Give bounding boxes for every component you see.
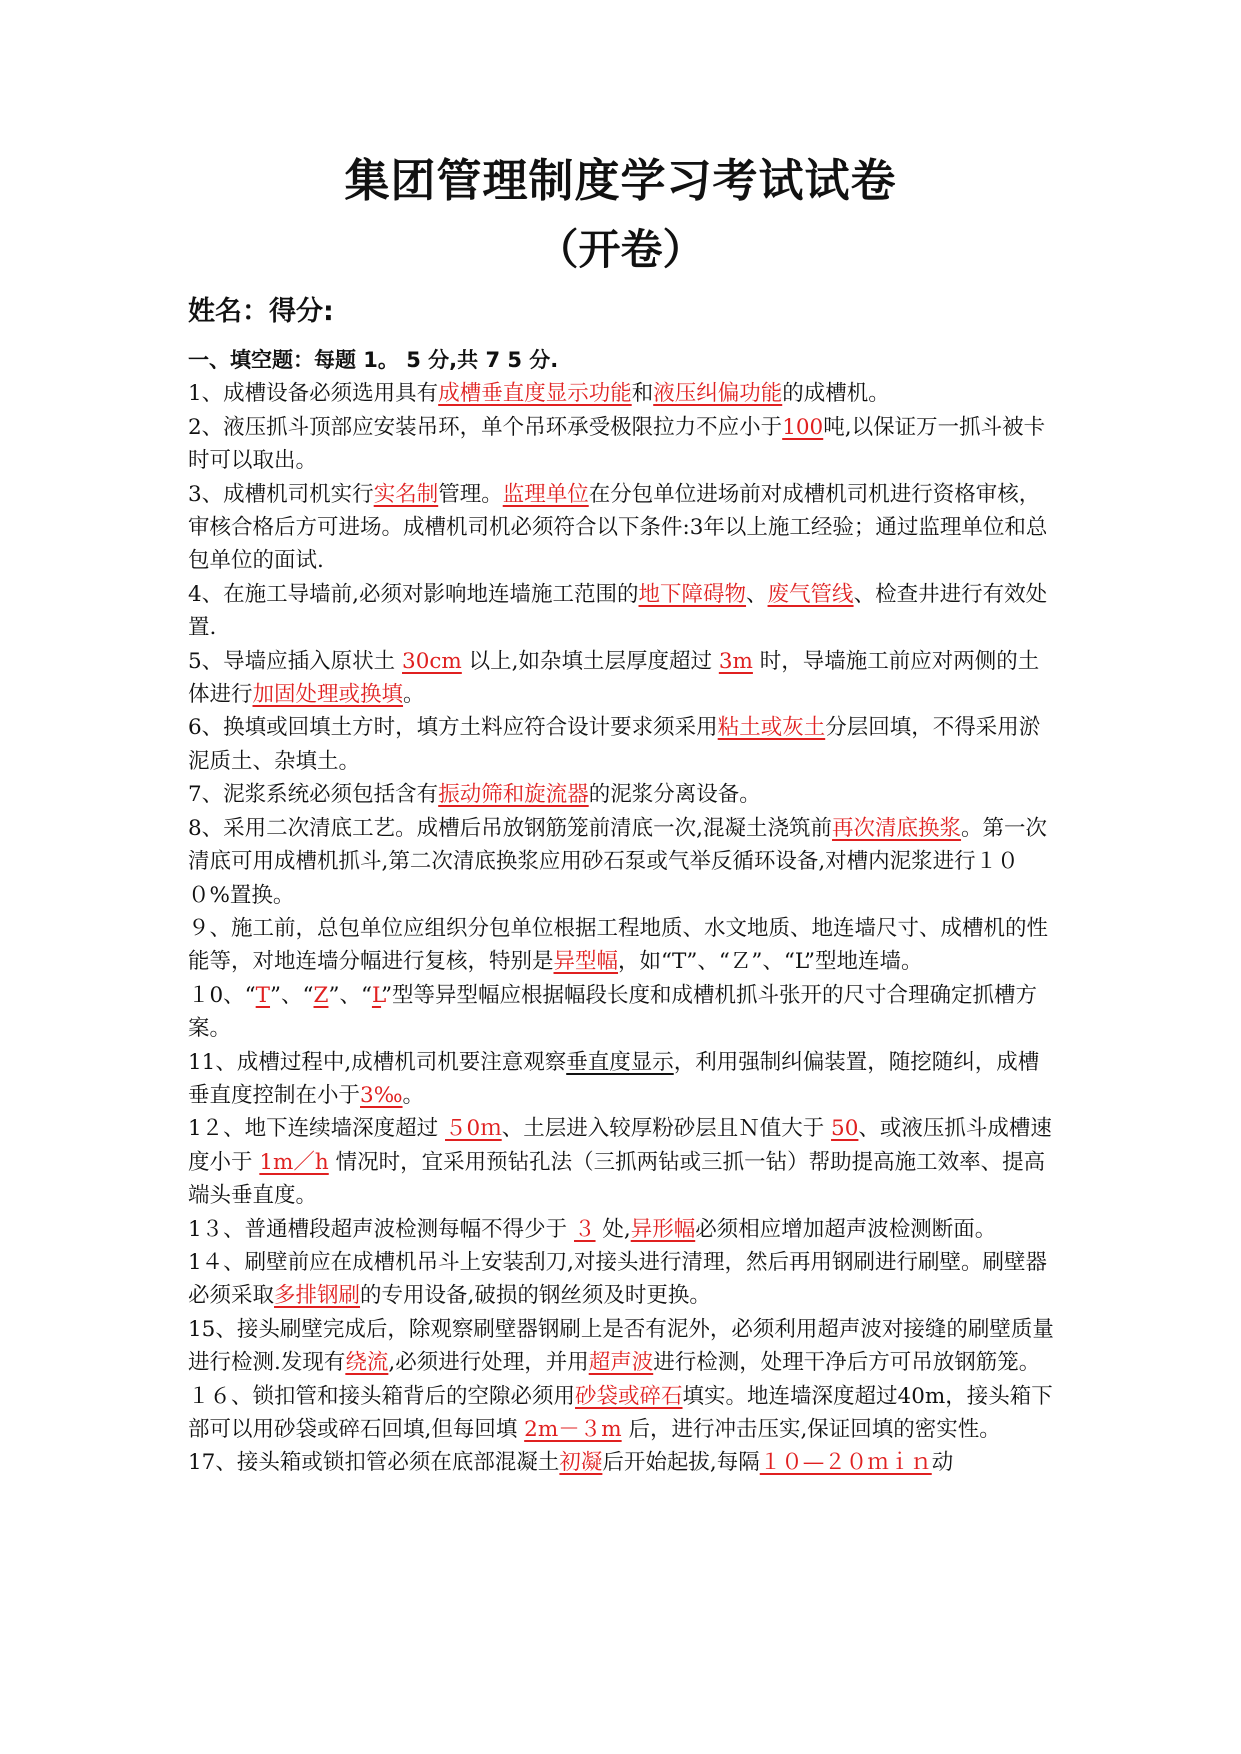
question-text: 1３、普通槽段超声波检测每幅不得少于 <box>188 1216 575 1242</box>
question-item <box>188 645 1060 712</box>
answer-text: 废气管线 <box>767 581 854 607</box>
question-text: 。 <box>402 1082 425 1108</box>
question-text: 的泥浆分离设备。 <box>588 782 761 808</box>
question-text: ，利用强制纠偏装置，随挖随纠，成槽垂直度控制在小于 <box>188 1049 1040 1108</box>
question-text: 1２、地下连续墙深度超过 <box>188 1116 446 1142</box>
question-text: 和 <box>631 381 654 407</box>
question-item <box>188 377 1060 410</box>
question-text: 的成槽机。 <box>782 381 890 407</box>
question-item <box>188 979 1060 1046</box>
question-text: 2、液压抓斗顶部应安装吊环，单个吊环承受极限拉力不应小于 <box>188 414 783 440</box>
question-text: 进行检测，处理干净后方可吊放钢筋笼。 <box>653 1350 1041 1376</box>
answer-text: 再次清底换浆 <box>832 815 962 841</box>
question-text: 时，导墙施工前应对两侧的土体进行 <box>188 648 1040 708</box>
question-item <box>188 1446 1060 1479</box>
answer-text: 30cm <box>402 648 462 674</box>
answer-text: 实名制 <box>373 481 439 507</box>
question-item <box>188 1112 1060 1212</box>
answer-text: 超声波 <box>588 1350 654 1376</box>
question-text: 动 <box>931 1450 954 1476</box>
question-text: 后，进行冲击压实,保证回填的密实性。 <box>621 1417 1001 1442</box>
name-score-line: 姓名：得分: <box>188 296 334 327</box>
answer-text: 监理单位 <box>502 481 589 507</box>
answer-text: 振动筛和旋流器 <box>438 782 589 808</box>
answer-text: 成槽垂直度显示功能 <box>438 381 632 407</box>
answer-text: 初凝 <box>559 1450 603 1476</box>
question-text: 。 <box>403 682 425 708</box>
question-text: １0、“ <box>188 982 256 1008</box>
question-text: 的专用设备,破损的钢丝须及时更换。 <box>360 1283 711 1309</box>
question-text: 后开始起拔,每隔 <box>602 1450 760 1476</box>
underlined-text: 垂直度显示 <box>566 1049 674 1075</box>
question-text: 填实。地连墙深度超过40m，接头箱下部可以用砂袋或碎石回填,但每回填 <box>188 1383 1053 1442</box>
answer-text: T <box>255 982 271 1008</box>
question-text: 。第一次清底可用成槽机抓斗,第二次清底换浆应用砂石泵或气举反循环设备,对槽内泥浆进行１００%置换。 <box>188 815 1048 908</box>
question-text: 处, <box>595 1216 631 1242</box>
answer-text: 液压纠偏功能 <box>653 381 783 407</box>
question-text: 4、在施工导墙前,必须对影响地连墙施工范围的 <box>188 581 639 607</box>
question-item <box>188 812 1060 912</box>
question-text: 6、换填或回填土方时，填方土料应符合设计要求须采用 <box>188 715 718 741</box>
question-text: 、或液压抓斗成槽速度小于 <box>188 1116 1052 1175</box>
question-text: 吨,以保证万一抓斗被卡时可以取出。 <box>188 414 1046 474</box>
answer-text: 1m／h <box>259 1149 329 1175</box>
section-title: 一、填空题：每题 1。 5 分,共 7 5 分. <box>188 348 559 372</box>
answer-text: ３ <box>574 1216 596 1242</box>
answer-text: 3m <box>718 648 753 674</box>
question-text: 、 <box>746 581 768 607</box>
question-text: 1４、刷壁前应在成槽机吊斗上安装刮刀,对接头进行清理，然后再用钢刷进行刷壁。刷壁器必须采取 <box>188 1249 1048 1309</box>
question-text: 5、导墙应插入原状土 <box>188 648 403 674</box>
question-item <box>188 1246 1060 1313</box>
question-text: 分层回填，不得采用淤泥质土、杂填土。 <box>188 715 1041 774</box>
answer-text: 加固处理或换填 <box>252 682 404 708</box>
question-text: 15、接头刷壁完成后，除观察刷壁器钢刷上是否有泥外，必须利用超声波对接缝的刷壁质量进行检测.发现有 <box>188 1316 1054 1376</box>
question-text: ,必须进行处理，并用 <box>388 1350 589 1376</box>
question-text: ”、“ <box>328 982 372 1008</box>
page-subtitle: （开卷） <box>536 225 705 274</box>
question-text: ９、施工前，总包单位应组织分包单位根据工程地质、水文地质、地连墙尺寸、成槽机的性能等，对地连墙分幅进行复核，特别是 <box>188 915 1049 975</box>
question-text: 在分包单位进场前对成槽机司机进行资格审核，审核合格后方可进场。成槽机司机必须符合以下条件:3年以上施工经验；通过监理单位和总包单位的面试. <box>188 481 1048 574</box>
question-text: 、检查井进行有效处置. <box>188 581 1048 641</box>
question-item <box>188 711 1060 778</box>
question-list <box>188 377 1060 1479</box>
question-text: 11、成槽过程中,成槽机司机要注意观察 <box>188 1049 567 1075</box>
question-text: 3、成槽机司机实行 <box>188 481 374 507</box>
question-text: 7、泥浆系统必须包括含有 <box>188 782 439 808</box>
question-item <box>188 912 1060 979</box>
question-item <box>188 578 1060 645</box>
question-text: ”型等异型幅应根据幅段长度和成槽机抓斗张开的尺寸合理确定抓槽方案。 <box>188 982 1038 1042</box>
question-item <box>188 778 1060 811</box>
question-text: 以上,如杂填土层厚度超过 <box>461 648 719 674</box>
answer-text: 多排钢刷 <box>274 1283 361 1309</box>
answer-text: 地下障碍物 <box>638 581 747 607</box>
question-text: ，如“T”、“Ｚ”、“L”型地连墙。 <box>618 949 923 975</box>
answer-text: 绕流 <box>345 1350 389 1376</box>
page-title: 集团管理制度学习考试试卷 <box>344 154 897 207</box>
question-item <box>188 1213 1060 1246</box>
answer-text: 砂袋或碎石 <box>575 1383 683 1409</box>
question-text: 、土层进入较厚粉砂层且Ｎ值大于 <box>501 1116 832 1142</box>
question-item <box>188 411 1060 478</box>
answer-text: 异形幅 <box>630 1216 696 1242</box>
answer-text: １０—２０ｍｉｎ <box>759 1450 932 1476</box>
question-text: 情况时，宜采用预钻孔法（三抓两钻或三抓一钻）帮助提高施工效率、提高端头垂直度。 <box>188 1149 1046 1209</box>
answer-text: 3‰ <box>360 1082 403 1108</box>
answer-text: L <box>371 982 382 1008</box>
answer-text: 粘土或灰土 <box>717 715 826 741</box>
question-text: 17、接头箱或锁扣管必须在底部混凝土 <box>188 1450 560 1476</box>
question-text: １６、锁扣管和接头箱背后的空隙必须用 <box>188 1383 576 1409</box>
question-item <box>188 1380 1060 1447</box>
question-body <box>188 344 1060 1480</box>
answer-text: 异型幅 <box>553 949 619 975</box>
question-text: 管理。 <box>438 481 503 507</box>
question-text: ”、“ <box>270 982 314 1008</box>
question-text: 1、成槽设备必须选用具有 <box>188 381 439 407</box>
question-text: 必须相应增加超声波检测断面。 <box>695 1216 997 1242</box>
answer-text: 100 <box>782 414 824 440</box>
answer-text: 50 <box>831 1116 859 1142</box>
question-item <box>188 478 1060 578</box>
question-item <box>188 1313 1060 1380</box>
question-text: 8、采用二次清底工艺。成槽后吊放钢筋笼前清底一次,混凝土浇筑前 <box>188 815 833 841</box>
answer-text: 2m－３m <box>524 1417 622 1442</box>
question-item <box>188 1046 1060 1113</box>
answer-text: ５0ｍ <box>445 1116 502 1142</box>
answer-text: Z <box>313 982 329 1008</box>
